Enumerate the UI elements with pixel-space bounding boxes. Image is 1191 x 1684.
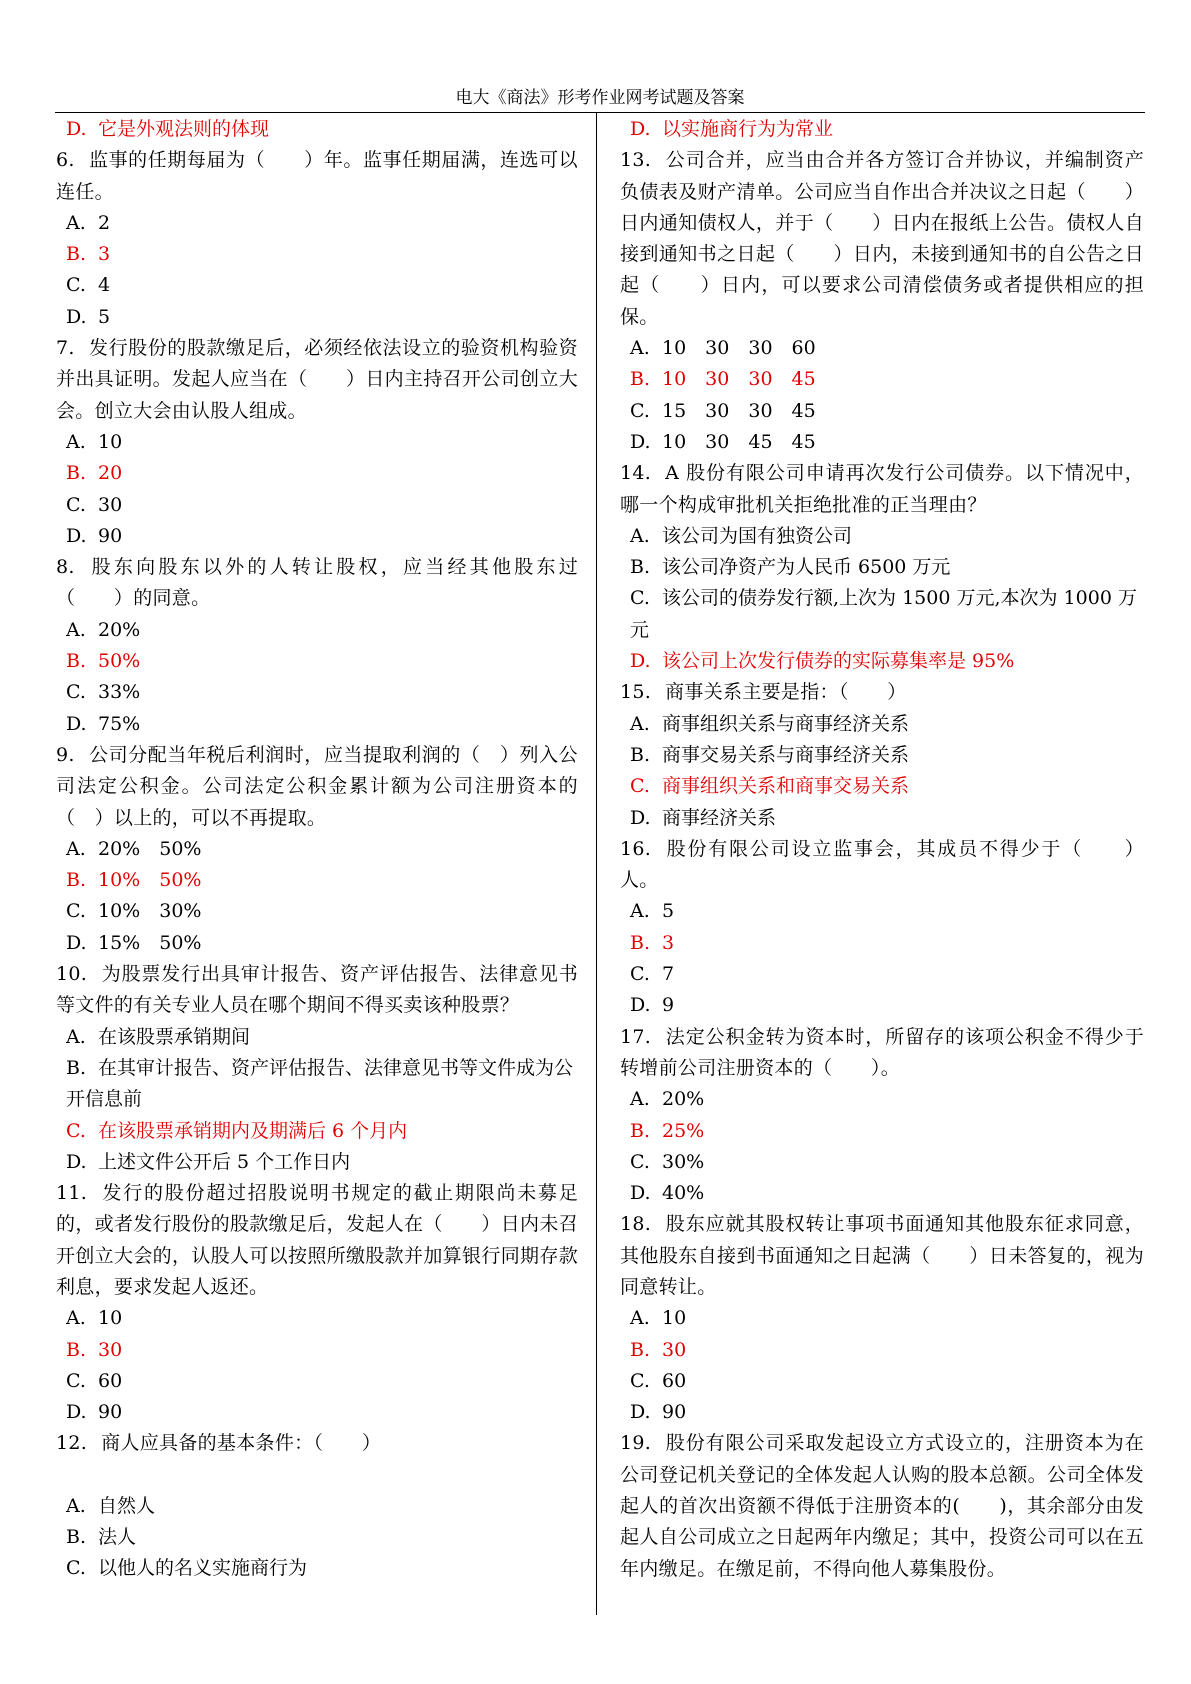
option-letter: C. (66, 900, 86, 923)
option-letter: A. (630, 1307, 650, 1330)
option-letter: D. (66, 118, 87, 140)
answer-option (620, 427, 1144, 458)
answer-option (56, 270, 578, 301)
option-letter: D. (66, 524, 87, 547)
answer-option (620, 803, 1144, 834)
option-letter: D. (630, 994, 651, 1017)
option-letter: A. (630, 900, 650, 923)
option-letter: D. (66, 931, 87, 954)
question-number: 11. (56, 1182, 88, 1205)
option-letter: B. (630, 556, 651, 579)
option-letter: C. (630, 963, 650, 986)
option-text: 以实施商行为为常业 (662, 118, 834, 140)
answer-option (56, 302, 578, 333)
correct-answer-option (620, 1116, 1144, 1147)
answer-option (56, 427, 578, 458)
option-text: 商事经济关系 (662, 806, 777, 829)
option-letter: B. (66, 650, 87, 673)
question-text: 商人应具备的基本条件：（ ） (101, 1432, 382, 1455)
option-text: 2 (98, 211, 111, 234)
option-letter: D. (66, 305, 87, 328)
option-letter: A. (66, 211, 86, 234)
option-letter: B. (66, 869, 87, 892)
correct-answer-option (620, 364, 1144, 395)
correct-answer-option (620, 114, 1144, 145)
option-letter: A. (66, 1307, 86, 1330)
option-text: 上述文件公开后 5 个工作日内 (98, 1150, 351, 1173)
option-text: 90 (98, 524, 123, 547)
option-text: 在该股票承销期内及期满后 6 个月内 (98, 1119, 408, 1142)
option-letter: A. (66, 837, 86, 860)
option-letter: A. (66, 430, 86, 453)
question-item (620, 1428, 1144, 1584)
answer-option (620, 1178, 1144, 1209)
option-text: 25% (662, 1119, 705, 1142)
option-text: 自然人 (98, 1494, 156, 1517)
option-text: 15% 50% (98, 931, 202, 954)
question-number: 9. (56, 743, 75, 766)
question-item (620, 1022, 1144, 1085)
answer-option (56, 677, 578, 708)
left-column (56, 114, 578, 1585)
option-letter: A. (66, 1025, 86, 1048)
question-number: 10. (56, 963, 88, 986)
correct-answer-option (620, 928, 1144, 959)
option-letter: C. (630, 587, 650, 610)
answer-option (56, 1303, 578, 1334)
option-text: 3 (98, 243, 111, 266)
option-text: 3 (662, 931, 675, 954)
option-text: 它是外观法则的体现 (98, 118, 270, 140)
option-text: 4 (98, 274, 111, 297)
option-letter: B. (630, 743, 651, 766)
option-text: 10 (98, 430, 123, 453)
question-text: 股东应就其股权转让事项书面通知其他股东征求同意，其他股东自接到书面通知之日起满（ ）日未答复的，视为同意转让。 (620, 1213, 1144, 1298)
question-item (620, 1209, 1144, 1303)
answer-option (620, 583, 1144, 646)
answer-option (620, 1397, 1144, 1428)
column-divider (596, 113, 597, 1615)
answer-option (620, 990, 1144, 1021)
option-text: 10 (662, 1307, 687, 1330)
answer-option (56, 490, 578, 521)
option-letter: C. (66, 1119, 86, 1142)
question-item (620, 834, 1144, 897)
option-letter: A. (630, 337, 650, 360)
option-text: 60 (98, 1369, 123, 1392)
answer-option (56, 1522, 578, 1553)
correct-answer-option (620, 646, 1144, 677)
option-text: 90 (98, 1401, 123, 1424)
option-letter: B. (66, 1338, 87, 1361)
option-letter: C. (66, 681, 86, 704)
blank-line (56, 1460, 578, 1491)
answer-option (56, 1491, 578, 1522)
option-letter: D. (66, 1150, 87, 1173)
option-text: 15 30 30 45 (662, 399, 816, 422)
option-letter: A. (66, 1494, 86, 1517)
option-letter: B. (66, 1526, 87, 1549)
option-letter: B. (630, 931, 651, 954)
option-letter: D. (630, 1182, 651, 1205)
option-letter: D. (630, 1401, 651, 1424)
question-number: 18. (620, 1213, 652, 1236)
answer-option (56, 1397, 578, 1428)
correct-answer-option (620, 771, 1144, 802)
option-text: 商事组织关系和商事交易关系 (662, 775, 910, 798)
answer-option (620, 1303, 1144, 1334)
option-text: 30 (98, 1338, 123, 1361)
answer-option (56, 928, 578, 959)
option-text: 商事组织关系与商事经济关系 (662, 712, 910, 735)
question-text: 发行的股份超过招股说明书规定的截止期限尚未募足的，或者发行股份的股款缴足后，发起人在（ ）日内未召开创立大会的，认股人可以按照所缴股款并加算银行同期存款利息，要求发起人返还。 (56, 1182, 578, 1298)
answer-option (56, 1053, 578, 1116)
question-number: 19. (620, 1432, 652, 1455)
option-letter: A. (66, 618, 86, 641)
option-letter: C. (66, 493, 86, 516)
option-text: 5 (662, 900, 675, 923)
answer-option (620, 1084, 1144, 1115)
question-number: 8. (56, 556, 75, 579)
option-text: 该公司净资产为人民币 6500 万元 (662, 556, 951, 579)
answer-option (620, 1366, 1144, 1397)
option-letter: D. (630, 118, 651, 140)
option-letter: C. (630, 775, 650, 798)
answer-option (56, 208, 578, 239)
question-item (56, 333, 578, 427)
option-text: 在该股票承销期间 (98, 1025, 251, 1048)
question-text: 股份有限公司采取发起设立方式设立的，注册资本为在公司登记机关登记的全体发起人认购的股本总额。公司全体发起人的首次出资额不得低于注册资本的( )，其余部分由发起人自公司成立之日起两年内缴足；其中，投资公司可以在五年内缴足。在缴足前，不得向他人募集股份。 (620, 1432, 1144, 1580)
question-number: 16. (620, 837, 652, 860)
option-text: 法人 (98, 1526, 137, 1549)
option-text: 10 (98, 1307, 123, 1330)
question-number: 12. (56, 1432, 88, 1455)
option-letter: D. (66, 712, 87, 735)
option-text: 商事交易关系与商事经济关系 (662, 743, 910, 766)
question-text: 为股票发行出具审计报告、资产评估报告、法律意见书等文件的有关专业人员在哪个期间不得买卖该种股票？ (56, 963, 578, 1017)
correct-answer-option (56, 114, 578, 145)
answer-option (56, 1022, 578, 1053)
option-text: 30% (662, 1150, 705, 1173)
question-number: 17. (620, 1025, 652, 1048)
question-text: 发行股份的股款缴足后，必须经依法设立的验资机构验资并出具证明。发起人应当在（ ）日内主持召开公司创立大会。创立大会由认股人组成。 (56, 337, 578, 422)
answer-option (56, 709, 578, 740)
option-letter: B. (630, 1119, 651, 1142)
option-text: 50% (98, 650, 141, 673)
question-item (56, 145, 578, 208)
option-text: 9 (662, 994, 675, 1017)
option-letter: C. (66, 274, 86, 297)
answer-option (620, 552, 1144, 583)
option-letter: C. (630, 1150, 650, 1173)
question-number: 6. (56, 149, 75, 172)
answer-option (620, 959, 1144, 990)
question-item (56, 740, 578, 834)
question-item (620, 458, 1144, 521)
question-item (620, 145, 1144, 333)
question-text: 监事的任期每届为（ ）年。监事任期届满，连选可以连任。 (56, 149, 578, 203)
option-letter: C. (630, 399, 650, 422)
right-column (620, 114, 1144, 1585)
answer-option (620, 396, 1144, 427)
question-text: 股份有限公司设立监事会，其成员不得少于（ ）人。 (620, 837, 1144, 892)
option-text: 该公司上次发行债券的实际募集率是 95% (662, 650, 1015, 673)
option-text: 在其审计报告、资产评估报告、法律意见书等文件成为公开信息前 (66, 1056, 574, 1111)
option-text: 30 (662, 1338, 687, 1361)
question-text: 公司合并，应当由合并各方签订合并协议，并编制资产负债表及财产清单。公司应当自作出合并决议之日起（ ）日内通知债权人，并于（ ）日内在报纸上公告。债权人自接到通知书之日起（ ）日内，未接到通知书的自公告之日起（ ）日内，可以要求公司清偿债务或者提供相应的担保。 (620, 149, 1144, 328)
question-item (56, 959, 578, 1022)
option-letter: D. (630, 650, 651, 673)
option-letter: B. (630, 1338, 651, 1361)
option-letter: D. (630, 430, 651, 453)
answer-option (56, 1553, 578, 1584)
question-text: 法定公积金转为资本时，所留存的该项公积金不得少于转增前公司注册资本的（ ）。 (620, 1025, 1144, 1079)
option-text: 20% (98, 618, 141, 641)
answer-option (620, 709, 1144, 740)
option-text: 75% (98, 712, 141, 735)
option-text: 以他人的名义实施商行为 (98, 1557, 308, 1580)
question-number: 7. (56, 337, 75, 360)
question-item (56, 1428, 578, 1459)
option-text: 20% (662, 1088, 705, 1111)
option-letter: D. (66, 1401, 87, 1424)
option-text: 10 30 30 60 (662, 337, 816, 360)
option-letter: A. (630, 524, 650, 547)
option-letter: A. (630, 1088, 650, 1111)
question-number: 13. (620, 149, 652, 172)
option-text: 60 (662, 1369, 687, 1392)
correct-answer-option (56, 1335, 578, 1366)
question-item (56, 1178, 578, 1303)
question-text: 公司分配当年税后利润时，应当提取利润的（ ）列入公司法定公积金。公司法定公积金累计额为公司注册资本的（ ）以上的，可以不再提取。 (56, 743, 578, 829)
option-letter: B. (66, 1056, 87, 1079)
question-text: 股东向股东以外的人转让股权，应当经其他股东过（ ）的同意。 (56, 556, 578, 610)
correct-answer-option (56, 239, 578, 270)
answer-option (56, 1147, 578, 1178)
correct-answer-option (620, 1335, 1144, 1366)
question-number: 15. (620, 681, 652, 704)
answer-option (620, 333, 1144, 364)
correct-answer-option (56, 1116, 578, 1147)
question-text: 商事关系主要是指：（ ） (665, 681, 907, 704)
option-text: 30 (98, 493, 123, 516)
answer-option (620, 521, 1144, 552)
option-text: 40% (662, 1182, 705, 1205)
option-text: 20% 50% (98, 837, 202, 860)
correct-answer-option (56, 865, 578, 896)
option-text: 7 (662, 963, 675, 986)
option-text: 该公司为国有独资公司 (662, 524, 853, 547)
option-letter: C. (66, 1557, 86, 1580)
option-letter: D. (630, 806, 651, 829)
correct-answer-option (56, 646, 578, 677)
option-text: 10 30 30 45 (662, 368, 816, 391)
option-letter: C. (630, 1369, 650, 1392)
answer-option (56, 834, 578, 865)
option-text: 10 30 45 45 (662, 430, 816, 453)
option-text: 10% 50% (98, 869, 202, 892)
answer-option (620, 896, 1144, 927)
answer-option (56, 1366, 578, 1397)
option-letter: B. (630, 368, 651, 391)
option-text: 10% 30% (98, 900, 202, 923)
option-text: 20 (98, 462, 123, 485)
answer-option (56, 896, 578, 927)
answer-option (620, 740, 1144, 771)
option-text: 33% (98, 681, 141, 704)
option-letter: A. (630, 712, 650, 735)
question-item (56, 552, 578, 615)
answer-option (56, 521, 578, 552)
page-header (55, 84, 1145, 113)
page-title: 电大《商法》形考作业网考试题及答案 (455, 88, 745, 108)
option-text: 90 (662, 1401, 687, 1424)
option-letter: B. (66, 243, 87, 266)
option-letter: B. (66, 462, 87, 485)
option-text: 该公司的债券发行额,上次为 1500 万元,本次为 1000 万元 (630, 587, 1137, 641)
question-text: A 股份有限公司申请再次发行公司债券。以下情况中，哪一个构成审批机关拒绝批准的正当理由？ (620, 462, 1144, 516)
answer-option (620, 1147, 1144, 1178)
option-text: 5 (98, 305, 111, 328)
answer-option (56, 615, 578, 646)
question-number: 14. (620, 462, 652, 485)
option-letter: C. (66, 1369, 86, 1392)
correct-answer-option (56, 458, 578, 489)
question-item (620, 677, 1144, 708)
